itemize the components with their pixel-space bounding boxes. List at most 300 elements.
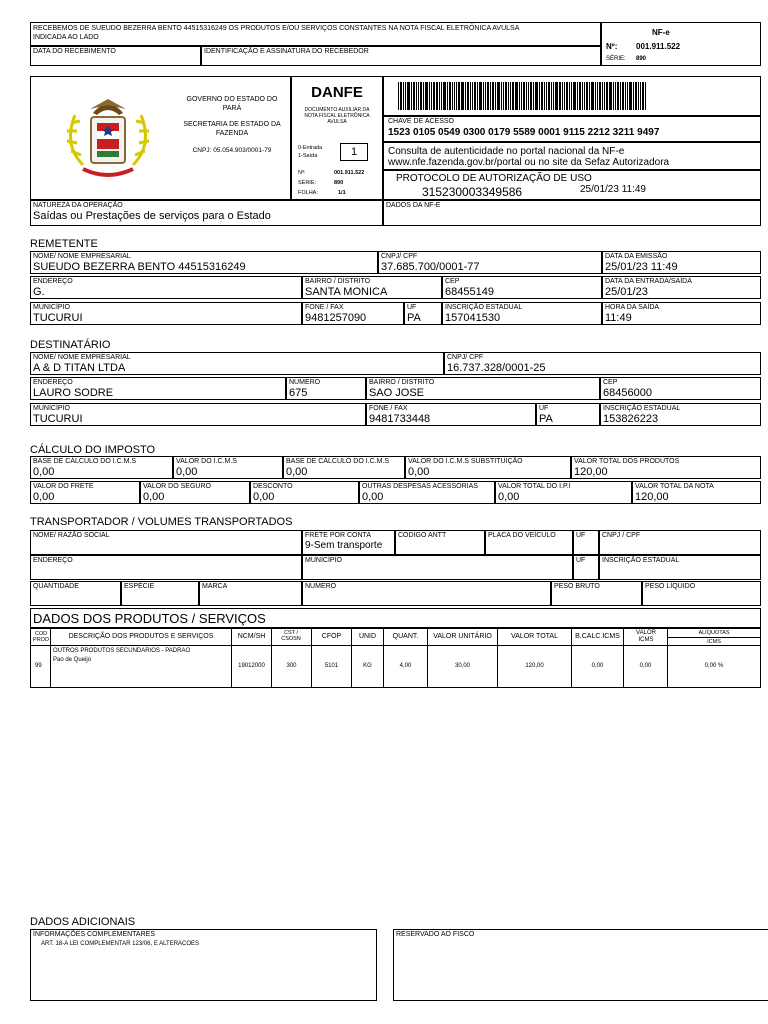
barcode-bar <box>510 82 511 110</box>
destinatario-municipio-box <box>30 403 366 426</box>
barcode-bar <box>622 82 624 110</box>
remetente-hora-box <box>602 302 761 325</box>
barcode-bar <box>582 82 583 110</box>
destinatario-uf: PA <box>539 413 553 425</box>
barcode-bar <box>398 82 399 110</box>
transp-municipio-label: MUNICÍPIO <box>305 557 342 564</box>
transp-numero-label: NÚMERO <box>305 583 337 590</box>
destinatario-numero-box <box>286 377 366 400</box>
danfe-title: DANFE <box>311 84 363 101</box>
th-cod: COD PROD <box>33 631 49 643</box>
transp-uf-label: UF <box>576 532 586 539</box>
info-complementares-box <box>30 929 377 1001</box>
destinatario-nome-box <box>30 352 444 375</box>
destinatario-cep-label: CEP <box>603 379 618 386</box>
imposto-v-st: 0,00 <box>408 466 430 478</box>
imposto-ipi-box <box>495 481 632 504</box>
transp-peso-bruto-label: PESO BRUTO <box>554 583 600 590</box>
remetente-cep: 68455149 <box>445 286 494 298</box>
remetente-cep-box <box>442 276 602 299</box>
chave-label: CHAVE DE ACESSO <box>388 118 455 125</box>
barcode-bar <box>642 82 644 110</box>
imposto-outras-box <box>359 481 495 504</box>
barcode-bar <box>571 82 572 110</box>
barcode-bar <box>546 82 547 110</box>
reservado-fisco-box <box>393 929 768 1001</box>
transportador-section-title: TRANSPORTADOR / VOLUMES TRANSPORTADOS <box>30 516 293 528</box>
th-aliq: ALÍQUOTAS <box>698 630 730 636</box>
destinatario-section-title: DESTINATÁRIO <box>30 339 111 351</box>
barcode-bar <box>465 82 466 110</box>
remetente-municipio-box <box>30 302 302 325</box>
destinatario-municipio: TUCURUI <box>33 413 83 425</box>
imposto-seguro-label: VALOR DO SEGURO <box>143 483 211 490</box>
imposto-desconto-box <box>250 481 359 504</box>
barcode-bar <box>407 82 410 110</box>
th-ncm: NCM/SH <box>237 633 266 640</box>
remetente-fone-label: FONE / FAX <box>305 304 344 311</box>
barcode-bar <box>615 82 616 110</box>
barcode-bar <box>584 82 585 110</box>
transp-peso-liquido-box <box>642 581 761 606</box>
danfe-entrada: 0-Entrada <box>298 145 323 151</box>
barcode-bar <box>431 82 432 110</box>
barcode-bar <box>439 82 440 110</box>
barcode-bar <box>521 82 522 110</box>
transp-razao-label: NOME/ RAZÃO SOCIAL <box>33 532 110 539</box>
imposto-ipi-label: VALOR TOTAL DO I.P.I <box>498 483 571 490</box>
td-bc: 0,00 <box>591 663 604 669</box>
barcode-bar <box>573 82 576 110</box>
transp-frete-box <box>302 530 395 555</box>
barcode-bar <box>617 82 619 110</box>
canhoto-recebemos-text: RECEBEMOS DE SUEUDO BEZERRA BENTO 44515316249 OS PRODUTOS E/OU SERVIÇOS CONSTANTES NA NOTA FISCAL ELETRÔNICA AVULSA INDICADA AO LADO <box>33 25 520 41</box>
danfe-saida: 1-Saída <box>298 153 318 159</box>
barcode-bar <box>479 82 482 110</box>
remetente-nome-label: NOME/ NOME EMPRESARIAL <box>33 253 131 260</box>
destinatario-nome: A & D TITAN LTDA <box>33 362 126 374</box>
imposto-v-prod: 120,00 <box>574 466 608 478</box>
th-aliq-icms: ICMS <box>707 639 721 645</box>
canhoto-data-label: DATA DO RECEBIMENTO <box>33 48 116 55</box>
td-unid: KG <box>363 663 372 669</box>
th-unid: UNID <box>358 633 377 640</box>
danfe-folha-label: FOLHA: <box>298 190 318 196</box>
imposto-frete-box <box>30 481 140 504</box>
remetente-entrada-box <box>602 276 761 299</box>
remetente-bairro: SANTA MONICA <box>305 286 388 298</box>
aliquota-subdivider <box>667 637 760 638</box>
danfe-serie: 890 <box>334 180 344 186</box>
barcode-bar <box>635 82 637 110</box>
barcode-bar <box>604 82 605 110</box>
barcode-bar <box>544 82 545 110</box>
remetente-uf: PA <box>407 312 421 324</box>
remetente-section-title: REMETENTE <box>30 238 98 250</box>
imposto-nota-label: VALOR TOTAL DA NOTA <box>635 483 714 490</box>
barcode-bar <box>413 82 415 110</box>
remetente-bairro-box <box>302 276 442 299</box>
destinatario-ie-box <box>600 403 761 426</box>
adicionais-section-title: DADOS ADICIONAIS <box>30 916 136 928</box>
barcode-bar <box>472 82 473 110</box>
imposto-outras: 0,00 <box>362 491 384 503</box>
destinatario-fone: 9481733448 <box>369 413 431 425</box>
barcode-bar <box>467 82 469 110</box>
transp-marca-box <box>199 581 302 606</box>
barcode-bar <box>555 82 558 110</box>
barcode-bar <box>591 82 594 110</box>
transp-ie-box <box>599 555 761 580</box>
destinatario-endereco-label: ENDEREÇO <box>33 379 73 386</box>
barcode-bar <box>609 82 612 110</box>
destinatario-numero-label: NÚMERO <box>289 379 321 386</box>
emitente-governo: GOVERNO DO ESTADO DO PARÁ <box>186 96 278 112</box>
transp-peso-liquido-label: PESO LÍQUIDO <box>645 583 696 590</box>
barcode-bar <box>553 82 554 110</box>
transp-uf2-box <box>573 555 599 580</box>
th-vtotal: VALOR TOTAL <box>511 633 558 640</box>
danfe-serie-label: SÉRIE: <box>298 180 317 186</box>
barcode-bar <box>533 82 534 110</box>
brasao-para-icon <box>53 85 163 195</box>
barcode-bar <box>640 82 641 110</box>
barcode-bar <box>633 82 634 110</box>
barcode-bar <box>564 82 565 110</box>
remetente-uf-box <box>404 302 442 325</box>
imposto-bc-icms: 0,00 <box>33 466 55 478</box>
imposto-outras-label: OUTRAS DESPESAS ACESSÓRIAS <box>362 483 478 490</box>
canhoto-num-label: Nº: <box>606 42 618 51</box>
imposto-v-st-label: VALOR DO I.C.M.S SUBSTITUIÇÃO <box>408 458 523 465</box>
barcode-bar <box>461 82 464 110</box>
canhoto-nfe-box <box>601 22 761 66</box>
destinatario-nome-label: NOME/ NOME EMPRESARIAL <box>33 354 131 361</box>
barcode-bar <box>503 82 504 110</box>
reservado-fisco-label: RESERVADO AO FISCO <box>396 931 475 938</box>
imposto-section-title: CÁLCULO DO IMPOSTO <box>30 444 156 456</box>
barcode-bar <box>447 82 448 110</box>
barcode-bar <box>418 82 419 110</box>
transp-cnpj-box <box>599 530 761 555</box>
transp-frete: 9-Sem transporte <box>305 540 383 551</box>
barcode-bar <box>620 82 621 110</box>
remetente-bairro-label: BAIRRO / DISTRITO <box>305 278 371 285</box>
col-divider <box>623 629 624 687</box>
remetente-hora-label: HORA DA SAÍDA <box>605 304 660 311</box>
imposto-v-icms-label: VALOR DO I.C.M.S <box>176 458 237 465</box>
barcode-bar <box>474 82 476 110</box>
barcode-bar <box>512 82 514 110</box>
danfe-subtitle: DOCUMENTO AUXILIAR DA NOTA FISCAL ELETRÔNICA AVULSA <box>304 107 370 125</box>
barcode-bar <box>548 82 550 110</box>
transp-municipio-box <box>302 555 573 580</box>
destinatario-cep-box <box>600 377 761 400</box>
remetente-municipio: TUCURUI <box>33 312 83 324</box>
dados-nfe-box <box>383 200 761 226</box>
barcode-bar <box>526 82 527 110</box>
transp-razao-box <box>30 530 302 555</box>
transp-quantidade-label: QUANTIDADE <box>33 583 79 590</box>
transp-uf-box <box>573 530 599 555</box>
danfe-box <box>291 76 383 200</box>
th-vunit: VALOR UNITÁRIO <box>433 633 492 640</box>
transp-especie-label: ESPÉCIE <box>124 583 155 590</box>
canhoto-recebemos-box <box>30 22 601 46</box>
transp-peso-bruto-box <box>551 581 642 606</box>
imposto-ipi: 0,00 <box>498 491 520 503</box>
remetente-hora: 11:49 <box>605 312 632 324</box>
barcode-bar <box>599 82 601 110</box>
imposto-bc-icms-label: BASE DE CÁLCULO DO I.C.M.S <box>33 458 137 465</box>
transp-cnpj-label: CNPJ / CPF <box>602 532 641 539</box>
barcode-bar <box>539 82 540 110</box>
barcode-bar <box>411 82 412 110</box>
transp-ie-label: INSCRIÇÃO ESTADUAL <box>602 557 680 564</box>
canhoto-data-box <box>30 46 201 66</box>
remetente-nome-box <box>30 251 378 274</box>
remetente-cnpj-label: CNPJ/ CPF <box>381 253 418 260</box>
remetente-ie: 157041530 <box>445 312 501 324</box>
remetente-cnpj: 37.685.700/0001-77 <box>381 261 480 273</box>
danfe-folha: 1/1 <box>338 190 346 196</box>
destinatario-numero: 675 <box>289 387 308 399</box>
th-cst: CST / CSOSN <box>281 630 301 642</box>
barcode-bar <box>495 82 496 110</box>
imposto-bc-st-box <box>283 456 405 479</box>
barcode-bar <box>577 82 578 110</box>
destinatario-cep: 68456000 <box>603 387 652 399</box>
imposto-bc-st-label: BASE DE CÁLCULO DO I.C.M.S <box>286 458 390 465</box>
barcode-bar <box>416 82 417 110</box>
barcode-bar <box>528 82 529 110</box>
canhoto-num: 001.911.522 <box>636 42 681 51</box>
barcode-bar <box>559 82 561 110</box>
imposto-nota-box <box>632 481 761 504</box>
barcode-bar <box>505 82 507 110</box>
remetente-cnpj-box <box>378 251 602 274</box>
natureza-label: NATUREZA DA OPERAÇÃO <box>33 202 123 209</box>
protocolo-data: 25/01/23 11:49 <box>580 184 646 195</box>
td-desc2: Pao de Queijo <box>53 657 92 663</box>
barcode-image <box>398 82 647 110</box>
natureza-value: Saídas ou Prestações de serviços para o Estado <box>33 210 271 222</box>
barcode-bar <box>562 82 563 110</box>
transp-placa-label: PLACA DO VEÍCULO <box>488 532 556 539</box>
imposto-desconto-label: DESCONTO <box>253 483 293 490</box>
barcode-bar <box>597 82 598 110</box>
barcode-bar <box>452 82 453 110</box>
imposto-v-st-box <box>405 456 571 479</box>
emitente-box <box>30 76 291 200</box>
consulta-line2: www.nfe.fazenda.gov.br/portal ou no site da Sefaz Autorizadora <box>388 157 670 168</box>
remetente-endereco-box <box>30 276 302 299</box>
remetente-fone-box <box>302 302 404 325</box>
td-cst: 300 <box>286 663 297 669</box>
remetente-cep-label: CEP <box>445 278 460 285</box>
canhoto-assinatura-box <box>201 46 601 66</box>
produtos-section-box <box>30 608 761 628</box>
imposto-nota: 120,00 <box>635 491 669 503</box>
barcode-bar <box>535 82 538 110</box>
remetente-ie-box <box>442 302 602 325</box>
emitente-secretaria: SECRETARIA DE ESTADO DA FAZENDA <box>183 121 281 137</box>
barcode-bar <box>569 82 570 110</box>
transp-numero-box <box>302 581 551 606</box>
barcode-box <box>383 76 761 116</box>
barcode-bar <box>541 82 543 110</box>
barcode-bar <box>497 82 500 110</box>
consulta-box <box>383 142 761 170</box>
td-cod: 99 <box>35 663 42 669</box>
th-vicms: VALOR ICMS <box>636 630 656 643</box>
transp-uf2-label: UF <box>576 557 586 564</box>
destinatario-uf-box <box>536 403 600 426</box>
remetente-emissao-box <box>602 251 761 274</box>
barcode-bar <box>429 82 430 110</box>
emitente-cnpj: CNPJ: 05.054.903/0001-79 <box>192 147 272 154</box>
barcode-bar <box>485 82 486 110</box>
barcode-bar <box>589 82 590 110</box>
imposto-v-icms: 0,00 <box>176 466 198 478</box>
imposto-v-icms-box <box>173 456 283 479</box>
destinatario-cnpj-box <box>444 352 761 375</box>
transp-quantidade-box <box>30 581 121 606</box>
barcode-bar <box>443 82 446 110</box>
destinatario-bairro-box <box>366 377 600 400</box>
remetente-entrada: 25/01/23 <box>605 286 648 298</box>
barcode-bar <box>566 82 568 110</box>
barcode-bar <box>449 82 451 110</box>
transp-frete-label: FRETE POR CONTA <box>305 532 371 539</box>
td-desc1: OUTROS PRODUTOS SECUNDARIOS - PADRAO <box>53 648 191 654</box>
produtos-section-title: DADOS DOS PRODUTOS / SERVIÇOS <box>33 611 266 626</box>
barcode-bar <box>519 82 520 110</box>
imposto-seguro-box <box>140 481 250 504</box>
imposto-v-prod-box <box>571 456 761 479</box>
canhoto-assinatura-label: IDENTIFICAÇÃO E ASSINATURA DO RECEBEDOR <box>204 48 369 55</box>
destinatario-cnpj: 16.737.328/0001-25 <box>447 362 546 374</box>
imposto-frete: 0,00 <box>33 491 55 503</box>
chave-box <box>383 116 761 142</box>
remetente-municipio-label: MUNICÍPIO <box>33 304 70 311</box>
imposto-desconto: 0,00 <box>253 491 275 503</box>
destinatario-ie-label: INSCRIÇÃO ESTADUAL <box>603 405 681 412</box>
barcode-bar <box>613 82 614 110</box>
barcode-bar <box>586 82 588 110</box>
danfe-num: 001.911.522 <box>334 170 365 176</box>
imposto-bc-icms-box <box>30 456 173 479</box>
barcode-bar <box>483 82 484 110</box>
barcode-bar <box>645 82 646 110</box>
barcode-bar <box>454 82 455 110</box>
transp-placa-box <box>485 530 573 555</box>
destinatario-fone-box <box>366 403 536 426</box>
info-complementares-label: INFORMAÇÕES COMPLEMENTARES <box>33 931 155 938</box>
remetente-entrada-label: DATA DA ENTRADA/SAÍDA <box>605 278 692 285</box>
remetente-ie-label: INSCRIÇÃO ESTADUAL <box>445 304 523 311</box>
td-quant: 4,00 <box>399 663 412 669</box>
barcode-bar <box>436 82 438 110</box>
info-complementares-text: ART. 18-A LEI COMPLEMENTAR 123/06, E ALTERACOES <box>41 941 200 947</box>
destinatario-cnpj-label: CNPJ/ CPF <box>447 354 484 361</box>
barcode-bar <box>638 82 639 110</box>
barcode-bar <box>477 82 478 110</box>
barcode-bar <box>523 82 525 110</box>
destinatario-ie: 153826223 <box>603 413 659 425</box>
canhoto-serie-label: SÉRIE: <box>606 56 626 62</box>
imposto-v-prod-label: VALOR TOTAL DOS PRODUTOS <box>574 458 680 465</box>
barcode-bar <box>487 82 489 110</box>
barcode-bar <box>425 82 428 110</box>
barcode-bar <box>400 82 402 110</box>
destinatario-municipio-label: MUNICÍPIO <box>33 405 70 412</box>
barcode-bar <box>629 82 632 110</box>
canhoto-nfe-title: NF-e <box>652 28 670 37</box>
remetente-emissao: 25/01/23 11:49 <box>605 261 678 273</box>
remetente-endereco-label: ENDEREÇO <box>33 278 73 285</box>
remetente-emissao-label: DATA DA EMISSÃO <box>605 253 668 260</box>
danfe-num-label: Nº: <box>298 170 306 176</box>
th-quant: QUANT. <box>392 633 419 640</box>
danfe-tipo-box: 1 <box>340 143 368 161</box>
barcode-bar <box>627 82 628 110</box>
produtos-table <box>30 628 761 688</box>
td-vtotal: 120,00 <box>525 663 544 669</box>
td-cfop: 5101 <box>324 663 339 669</box>
chave-value: 1523 0105 0549 0300 0179 5589 0001 9115 2212 3211 9497 <box>388 127 660 138</box>
td-vicms: 0,00 <box>639 663 652 669</box>
destinatario-bairro: SAO JOSE <box>369 387 425 399</box>
td-vunit: 30,00 <box>454 663 470 669</box>
barcode-bar <box>606 82 608 110</box>
destinatario-endereco-box <box>30 377 286 400</box>
transp-especie-box <box>121 581 199 606</box>
imposto-bc-st: 0,00 <box>286 466 308 478</box>
protocolo-label: PROTOCOLO DE AUTORIZAÇÃO DE USO <box>396 173 592 184</box>
barcode-bar <box>423 82 424 110</box>
natureza-box <box>30 200 383 226</box>
barcode-bar <box>470 82 471 110</box>
protocolo-box <box>383 170 761 200</box>
barcode-bar <box>458 82 460 110</box>
barcode-bar <box>501 82 502 110</box>
barcode-bar <box>579 82 581 110</box>
dados-nfe-label: DADOS DA NF-E <box>386 202 441 209</box>
barcode-bar <box>403 82 404 110</box>
barcode-bar <box>405 82 406 110</box>
barcode-bar <box>441 82 442 110</box>
th-desc: DESCRIÇÃO DOS PRODUTOS E SERVIÇOS <box>68 633 214 640</box>
destinatario-fone-label: FONE / FAX <box>369 405 408 412</box>
barcode-bar <box>602 82 603 110</box>
barcode-bar <box>530 82 532 110</box>
barcode-bar <box>515 82 518 110</box>
th-bc: B.CALC.ICMS <box>575 633 620 640</box>
destinatario-uf-label: UF <box>539 405 549 412</box>
destinatario-endereco: LAURO SODRE <box>33 387 114 399</box>
canhoto-serie: 890 <box>636 56 647 62</box>
barcode-bar <box>625 82 626 110</box>
imposto-seguro: 0,00 <box>143 491 165 503</box>
barcode-bar <box>456 82 457 110</box>
imposto-frete-label: VALOR DO FRETE <box>33 483 94 490</box>
destinatario-bairro-label: BAIRRO / DISTRITO <box>369 379 435 386</box>
barcode-bar <box>551 82 552 110</box>
th-cfop: CFOP <box>321 633 342 640</box>
remetente-endereco: G. <box>33 286 45 298</box>
consulta-line1: Consulta de autenticidade no portal nacional da NF-e <box>388 146 625 157</box>
